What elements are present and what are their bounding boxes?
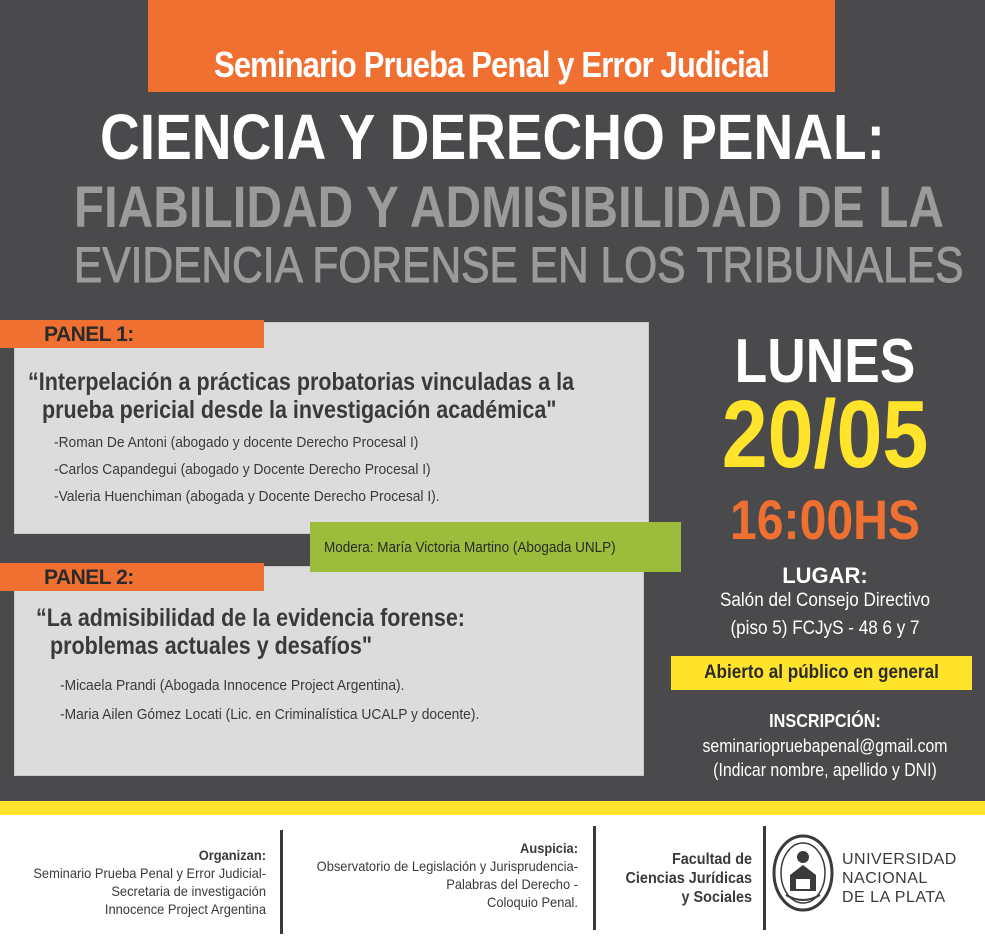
event-day: LUNES [734,327,916,396]
place-line-2: (piso 5) FCJyS - 48 6 y 7 [730,618,920,639]
headline-line-1: CIENCIA Y DERECHO PENAL: [100,101,885,173]
panel-1-label: PANEL 1: [44,323,134,346]
panel-2-label: PANEL 2: [44,566,134,589]
registration-label: INSCRIPCIÓN: [769,711,881,731]
organizer-item: Seminario Prueba Penal y Error Judicial- [33,865,267,881]
faculty-line: Ciencias Jurídicas [625,870,752,887]
headline-line-2: FIABILIDAD Y ADMISIBILIDAD DE LA [73,175,944,240]
university-line: DE LA PLATA [842,889,946,906]
panel-2-tab [0,563,264,591]
panel-2-box [14,566,644,776]
panel-1-speaker: -Carlos Capandegui (abogado y Docente Derecho Procesal I) [54,461,431,478]
yellow-divider-bar [0,801,985,815]
faculty-line: y Sociales [681,889,752,906]
university-line: NACIONAL [842,870,928,887]
open-to-public-text: Abierto al público en general [704,662,939,683]
panel-2-title-line-1: “La admisibilidad de la evidencia forense: [36,604,465,632]
panel-1-speaker: -Roman De Antoni (abogado y docente Derecho Procesal I) [54,434,419,451]
panel-1-speaker: -Valeria Huenchiman (abogada y Docente Derecho Procesal I). [54,488,440,505]
sponsor-item: Observatorio de Legislación y Jurisprudencia- [316,858,578,874]
open-to-public-badge [671,656,972,690]
sponsor-item: Coloquio Penal. [487,894,578,910]
place-label: LUGAR: [782,563,868,588]
organizers-block [4,846,266,918]
event-date: 20/05 [721,381,929,488]
seminar-tag-text: Seminario Prueba Penal y Error Judicial [214,44,769,85]
footer-divider [593,826,596,930]
moderator-text: Modera: María Victoria Martino (Abogada UNLP) [324,539,616,556]
organizer-item: Secretaria de investigación [111,883,266,899]
sponsors-label: Auspicia: [520,840,578,856]
faculty-name [600,850,752,907]
university-line: UNIVERSIDAD [842,851,957,868]
university-name [842,850,957,907]
faculty-line: Facultad de [671,851,752,868]
university-seal-icon [772,833,834,913]
panel-2-title-line-2: problemas actuales y desafíos" [50,632,373,660]
panel-2-speaker: -Micaela Prandi (Abogada Innocence Project Argentina). [60,677,405,694]
event-time: 16:00HS [729,488,921,551]
seminar-tag [148,0,835,92]
headline-line-3: EVIDENCIA FORENSE EN LOS TRIBUNALES [73,237,964,293]
registration-email[interactable]: seminariopruebapenal@gmail.com [702,736,948,756]
sponsors-block [288,839,578,911]
panel-1-title-line-1: “Interpelación a prácticas probatorias vinculadas a la [28,368,575,396]
footer-divider [280,830,283,934]
footer-divider [763,826,766,930]
organizers-label: Organizan: [198,847,266,863]
panel-1-tab [0,320,264,348]
place-line-1: Salón del Consejo Directivo [719,590,931,611]
moderator-badge [310,522,681,572]
sponsor-item: Palabras del Derecho - [446,876,578,892]
organizer-item: Innocence Project Argentina [104,901,266,917]
panel-1-title-line-2: prueba pericial desde la investigación académica" [42,396,557,424]
panel-2-speaker: -Maria Ailen Gómez Locati (Lic. en Criminalística UCALP y docente). [60,706,480,723]
registration-note: (Indicar nombre, apellido y DNI) [713,760,937,780]
